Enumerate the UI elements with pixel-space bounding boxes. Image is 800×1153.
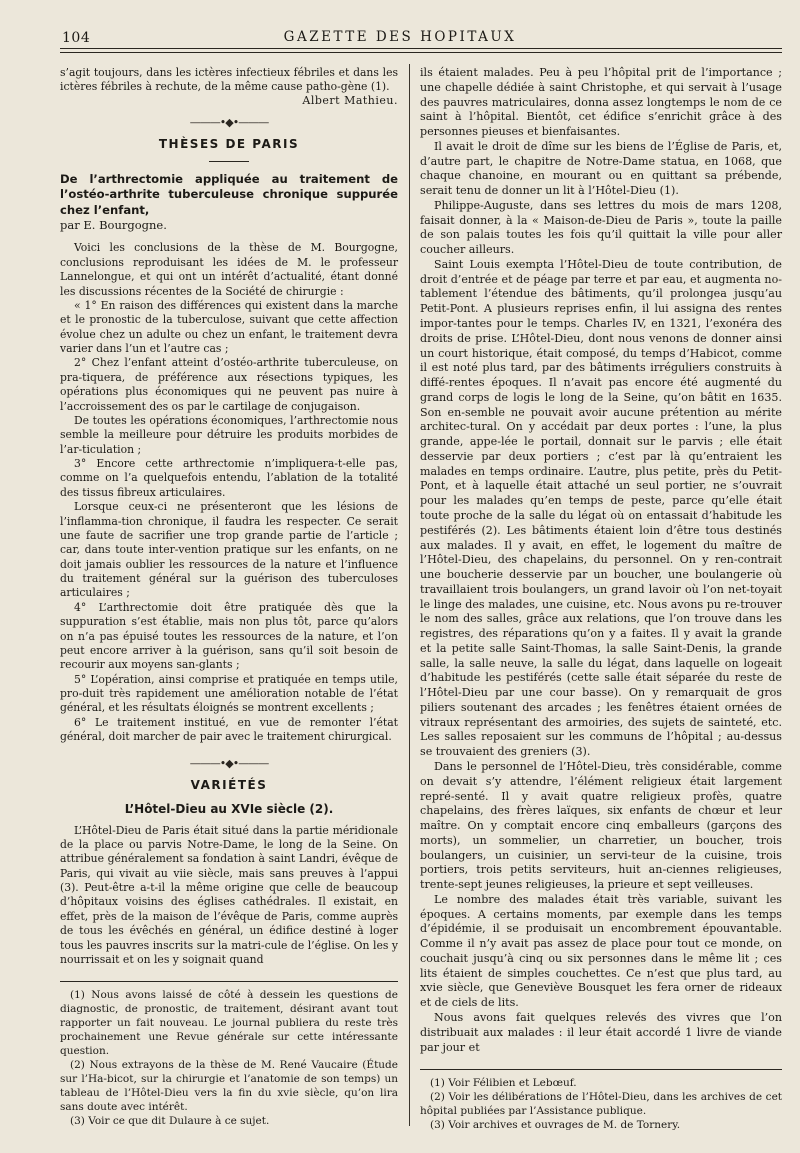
section-ornament: ———•◆•——— (189, 115, 269, 129)
article-paragraph: Philippe-Auguste, dans ses lettres du mois de mars 1208, faisait donner, à la « Maison-de-Dieu de Paris », toute la paille de son palais toutes les fois qu’il quittait la ville pour aller coucher ailleurs. (420, 198, 782, 257)
thesis-paragraph: 6° Le traitement institué, en vue de remonter l’état général, doit marcher de pair avec le traitement chirurgical. (60, 715, 398, 744)
footnote: (2) Voir les délibérations de l’Hôtel-Dieu, dans les archives de cet hôpital publiées par l’Assistance publique. (420, 1091, 782, 1118)
left-column (60, 66, 398, 1128)
article-paragraph: L’Hôtel-Dieu de Paris était situé dans la partie méridionale de la place ou parvis Notre-Dame, le long de la Seine. On attribue généralement sa fondation à saint Landri, évêque de Paris, qui vivait au viie siècle, mais sans preuves à l’appui (3). Peut-être a-t-il la même origine que celle de beaucoup d’hôpitaux voisins des églises cathédrales. Il existait, en effet, près de la maison de l’évêque de Paris, comme auprès de tous les évêchés en général, un édifice destiné à loger tous les pauvres inscrits sur la matri-cule de l’église. On les y nourrissait et on les y soignait quand (60, 823, 398, 966)
thesis-paragraph: 4° L’arthrectomie doit être pratiquée dès que la suppuration s’est établie, mais non plus tôt, parce qu’alors on n’a pas épuisé toutes les ressources de la nature, et l’on peut encore arriver à la guérison, sans qu’il soit besoin de recourir aux moyens san-glants ; (60, 600, 398, 672)
section-ornament: ———•◆•——— (189, 756, 269, 770)
column-divider (409, 64, 410, 1126)
article-paragraph: Nous avons fait quelques relevés des vivres que l’on distribuait aux malades : il leur était accordé 1 livre de viande par jour et (420, 1011, 782, 1054)
intro-author: Albert Mathieu. (302, 93, 398, 107)
thesis-paragraph: Voici les conclusions de la thèse de M. Bourgogne, conclusions reproduisant les idées de M. le professeur Lannelongue, et qui ont un intérêt d’actualité, étant donné les discussions récentes de la Société de chirurgie : (60, 241, 398, 298)
footnote-rule (60, 981, 398, 982)
thesis-paragraph: 2° Chez l’enfant atteint d’ostéo-arthrite tuberculeuse, on pra-tiquera, de préférence aux résections typiques, les opérations plus économiques qui ne peuvent pas nuire à l’accroissement des os par le cartilage de conjugaison. (60, 356, 398, 413)
thesis-author: par E. Bourgogne. (60, 218, 167, 233)
footnote: (2) Nous extrayons de la thèse de M. René Vaucaire (Étude sur l’Ha-bicot, sur la chirurgie et l’anatomie de son temps) un tableau de l’Hôtel-Dieu vers la fin du xvie siècle, qu’on lira sans doute avec intérêt. (60, 1059, 398, 1114)
journal-title: GAZETTE DES HOPITAUX (283, 29, 517, 45)
thesis-paragraph: De toutes les opérations économiques, l’arthrectomie nous semble la meilleure pour détruire les produits morbides de l’ar-ticulation ; (60, 413, 398, 456)
thesis-paragraph: 5° L’opération, ainsi comprise et pratiquée en temps utile, pro-duit très rapidement une amélioration notable de l’état général, et les résultats éloignés se montrent excellents ; (60, 672, 398, 715)
footnote: (1) Voir Félibien et Lebœuf. (430, 1077, 577, 1090)
intro-paragraph: s’agit toujours, dans les ictères infectieux fébriles et dans les ictères fébriles à rechute, de la même cause patho-gène (1). (60, 66, 398, 94)
theses-heading: THÈSES DE PARIS (158, 136, 300, 151)
article-heading: L’Hôtel-Dieu au XVIe siècle (2). (124, 801, 334, 816)
article-paragraph: Le nombre des malades était très variable, suivant les époques. A certains moments, par exemple dans les temps d’épidémie, il se produisait un encombrement épouvantable. Comme il n’y avait pas assez de place pour tout ce monde, on couchait jusqu’à cinq ou six personnes dans le même lit ; ces lits étaient de simples couchettes. Ce n’est que plus tard, au xvie siècle, que Geneviève Bousquet les fera orner de rideaux et de ciels de lits. (420, 892, 782, 1010)
article-paragraph: Dans le personnel de l’Hôtel-Dieu, très considérable, comme on devait s’y attendre, l’élément religieux était largement repré-senté. Il y avait quatre religieux profès, quatre chapelains, des frères laïques, six enfants de chœur et leur maître. On y comptait encore cinq emballeurs (garçons des morts), un sommelier, un charretier, un boucher, trois boulangers, un cuisinier, un servi-teur de la cuisine, trois portiers, trois petits serviteurs, huit an-ciennes religieuses, trente-sept jeunes religieuses, la prieure et sept veilleuses. (420, 759, 782, 892)
article-paragraph: ils étaient malades. Peu à peu l’hôpital prit de l’importance ; une chapelle dédiée à saint Christophe, et qui servait à l’usage des pauvres matriculaires, donna assez longtemps le nom de ce saint à l’hôpital. Bientôt, cet édifice s’enrichit grâce à des personnes pieuses et bienfaisantes. (420, 66, 782, 139)
footnote: (3) Voir ce que dit Dulaure à ce sujet. (70, 1115, 270, 1128)
page-number: 104 (62, 30, 91, 46)
thesis-title: De l’arthrectomie appliquée au traitement de l’ostéo-arthrite tuberculeuse chronique suppurée chez l’enfant, (60, 171, 398, 217)
varietes-heading: VARIÉTÉS (190, 777, 268, 792)
theses-rule (209, 161, 249, 162)
thesis-paragraph: « 1° En raison des différences qui existent dans la marche et le pronostic de la tuberculose, suivant que cette affection évolue chez un adulte ou chez un enfant, le traitement devra varier dans l’un et l’autre cas ; (60, 298, 398, 356)
footnote-rule (420, 1069, 782, 1070)
thesis-paragraph: Lorsque ceux-ci ne présenteront que les lésions de l’inflamma-tion chronique, il faudra les respecter. Ce serait une faute de sacrifier une trop grande partie de l’article ; car, dans toute inter-vention pratique sur les enfants, on ne doit jamais oublier les ressources de la nature et l’influence du traitement général sur la guérison des tuberculoses articulaires ; (60, 500, 398, 600)
footnote: (3) Voir archives et ouvrages de M. de Tornery. (430, 1119, 681, 1132)
header-rule-bottom (60, 52, 782, 53)
footnote: (1) Nous avons laissé de côté à dessein les questions de diagnostic, de pronostic, de traitement, désirant avant tout rapporter un fait nouveau. Le journal publiera du reste très prochainement une Revue générale sur cette intéressante question. (60, 989, 398, 1058)
article-paragraph: Il avait le droit de dîme sur les biens de l’Église de Paris, et, d’autre part, le chapitre de Notre-Dame statua, en 1068, que chaque chanoine, en mourant ou en quittant sa prébende, serait tenu de donner un lit à l’Hôtel-Dieu (1). (420, 139, 782, 198)
thesis-paragraph: 3° Encore cette arthrectomie n’impliquera-t-elle pas, comme on l’a quelquefois entendu, l’ablation de la totalité des tissus fibreux articulaires. (60, 457, 398, 499)
header-rule-top (60, 48, 782, 49)
right-column (420, 66, 782, 1132)
article-paragraph: Saint Louis exempta l’Hôtel-Dieu de toute contribution, de droit d’entrée et de péage par terre et par eau, et augmenta no-tablement l’étendue des bâtiments, qu’il prolongea jusqu’au Petit-Pont. A plusieurs reprises enfin, il lui assigna des rentes impor-tantes pour le temps. Charles IV, en 1321, l’exonéra des droits de prise. L’Hôtel-Dieu, dont nous venons de donner ainsi un court historique, était composé, du temps d’Habicot, comme il est noté plus tard, par des bâtiments irréguliers construits à diffé-rentes époques. Il n’avait pas encore été augmenté du grand corps de logis le long de la Seine, qu’on bâtit en 1635. Son en-semble ne pouvait avoir aucune prétention au mérite architec-tural. On y accédait par deux portes : l’une, la plus grande, appe-lée le portail, donnait sur le parvis ; elle était desservie par deux portiers ; c’est par là qu’entraient les malades en temps ordinaire. L’autre, plus petite, près du Petit-Pont, et à laquelle était attaché un seul portier, ne s’ouvrait pour les malades qu’en temps de peste, parce qu’elle était toute proche de la salle du légat où on entassait d’habitude les pestiférés (2). Les bâtiments étaient loin d’être tous destinés aux malades. Il y avait, en effet, le logement du maître de l’Hôtel-Dieu, des chapelains, du personnel. On y ren-contrait une boucherie desservie par un boucher, une boulangerie où travaillaient trois boulangers, un grand lavoir où l’on net-toyait le linge des malades, une cuisine, etc. Nous avons pu re-trouver le nom des salles, grâce aux relations, que l’on trouve dans les registres, des réparations qu’on y a faites. Il y avait la grande et la petite salle Saint-Thomas, la salle Saint-Denis, la grande salle, la salle neuve, la salle du légat, dans laquelle on logeait d’habitude les pestiférés (cette salle était séparée du reste de l’Hôtel-Dieu par une cour basse). On y remarquait de gros piliers soutenant des arcades ; les fenêtres étaient ornées de vitraux représentant des armoiries, des sujets de sainteté, etc. Les salles reposaient sur les communs de l’hôpital ; au-dessus se trouvaient des greniers (3). (420, 257, 782, 759)
